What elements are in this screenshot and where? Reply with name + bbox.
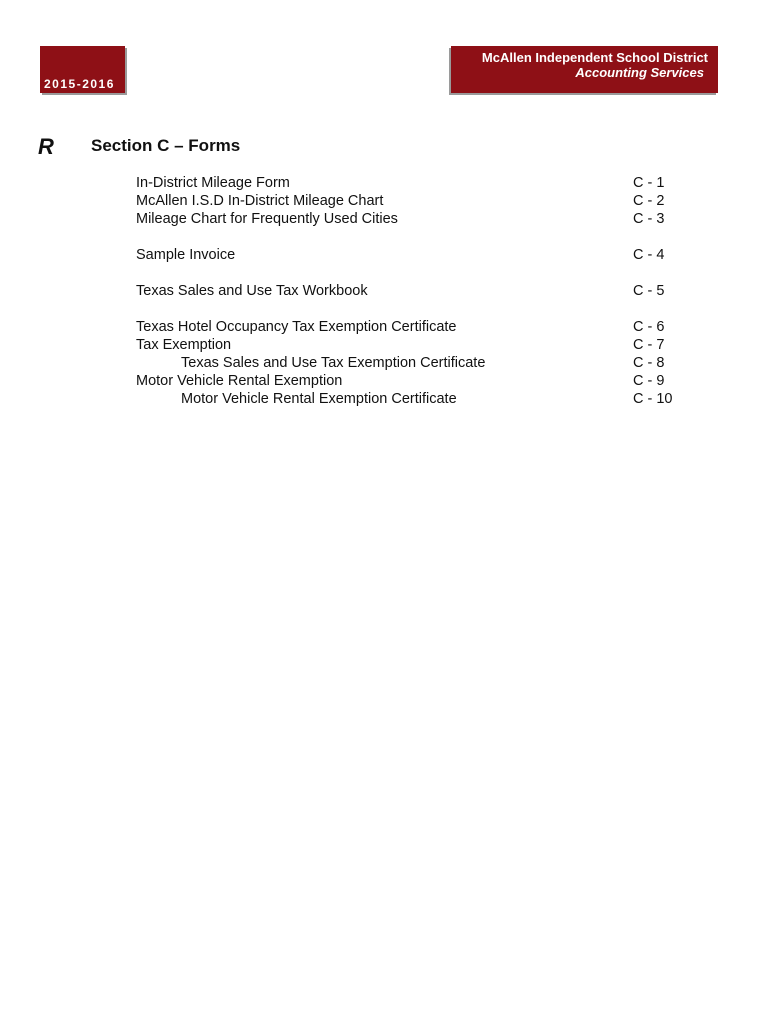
toc-row <box>136 318 696 336</box>
toc-code: C - 5 <box>633 283 665 299</box>
toc-row <box>136 282 696 300</box>
toc-row <box>136 210 696 228</box>
toc-label: Texas Sales and Use Tax Exemption Certificate <box>181 355 486 371</box>
toc-code: C - 2 <box>633 193 665 209</box>
school-year: 2015-2016 <box>44 77 115 91</box>
toc-code: C - 9 <box>633 373 665 389</box>
toc-code: C - 8 <box>633 355 665 371</box>
toc-label: Motor Vehicle Rental Exemption <box>136 373 343 389</box>
toc-label: Texas Hotel Occupancy Tax Exemption Certificate <box>136 319 457 335</box>
year-banner <box>40 46 125 93</box>
toc-row <box>136 246 696 264</box>
toc-code: C - 6 <box>633 319 665 335</box>
toc-label: Mileage Chart for Frequently Used Cities <box>136 211 398 227</box>
toc-label: Texas Sales and Use Tax Workbook <box>136 283 368 299</box>
district-name: McAllen Independent School District <box>481 50 708 65</box>
table-of-contents <box>136 174 696 408</box>
district-banner <box>451 46 718 93</box>
toc-code: C - 7 <box>633 337 665 353</box>
toc-code: C - 1 <box>633 175 665 191</box>
section-title: Section C – Forms <box>91 136 241 155</box>
toc-row <box>136 174 696 192</box>
toc-row <box>136 372 696 390</box>
toc-label: McAllen I.S.D In-District Mileage Chart <box>136 193 384 209</box>
toc-label: Tax Exemption <box>136 337 232 353</box>
toc-row <box>136 390 696 408</box>
toc-row <box>136 354 696 372</box>
department-name: Accounting Services <box>575 65 704 80</box>
toc-row <box>136 192 696 210</box>
toc-label: Motor Vehicle Rental Exemption Certificate <box>181 391 457 407</box>
section-letter: R <box>38 134 54 159</box>
toc-label: In-District Mileage Form <box>136 175 290 191</box>
toc-row <box>136 336 696 354</box>
toc-code: C - 4 <box>633 247 665 263</box>
toc-label: Sample Invoice <box>136 247 236 263</box>
toc-code: C - 10 <box>633 391 673 407</box>
toc-code: C - 3 <box>633 211 665 227</box>
